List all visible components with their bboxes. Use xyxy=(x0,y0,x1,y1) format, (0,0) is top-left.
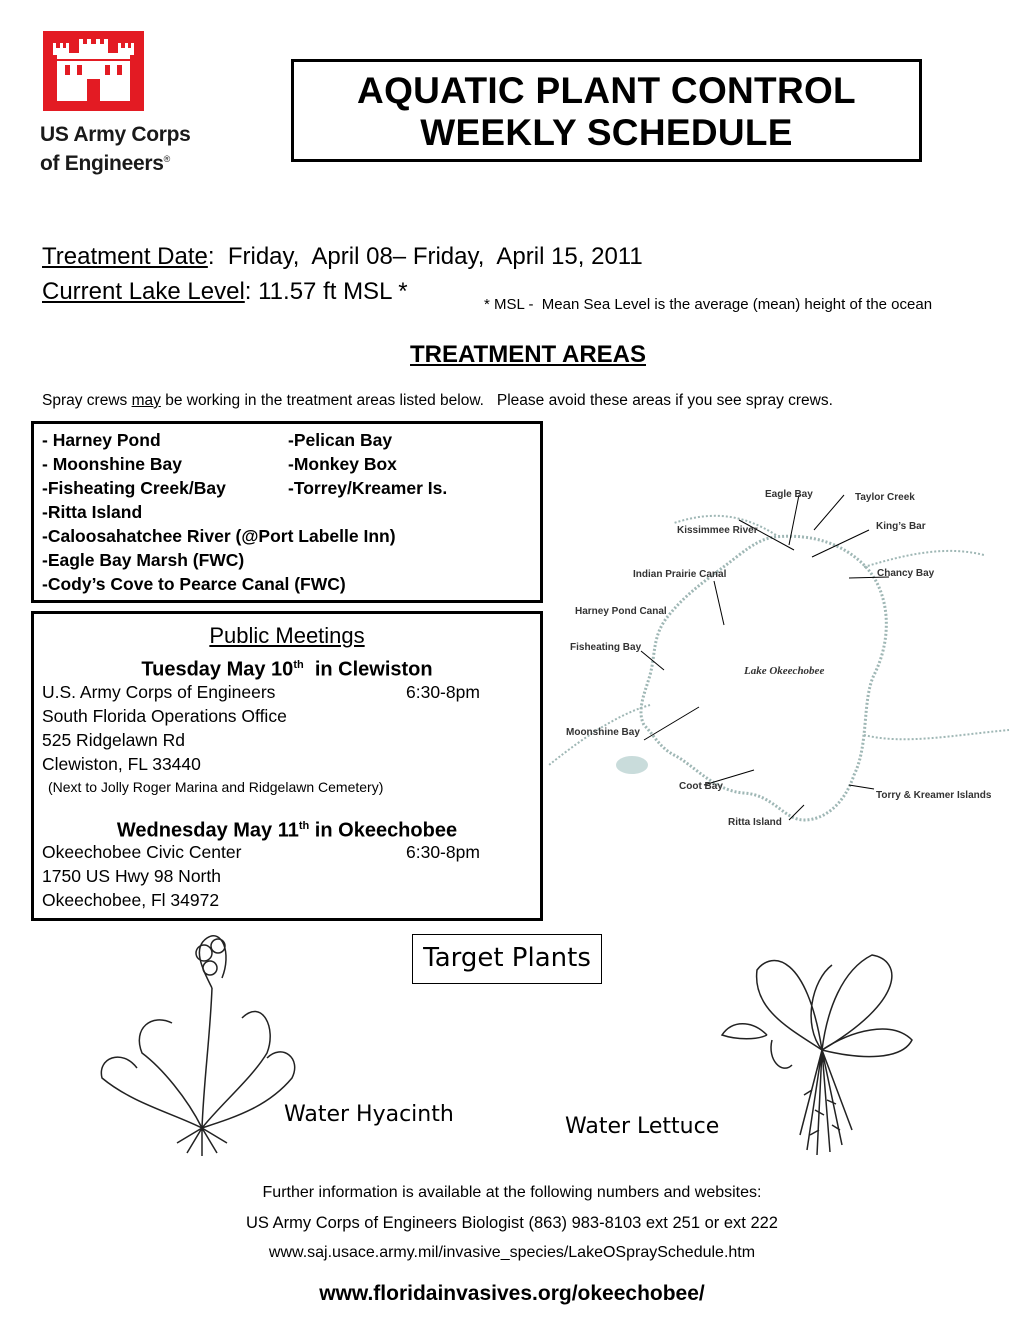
map-label-kissimmee-river: Kissimmee River xyxy=(677,525,758,536)
meeting-1-sup: th xyxy=(293,659,304,671)
spray-note-pre: Spray crews xyxy=(42,392,132,409)
area-item: -Ritta Island xyxy=(42,502,143,522)
spray-note xyxy=(42,392,833,410)
meeting-1-time: 6:30-8pm xyxy=(406,682,480,702)
map-label-fisheating-bay: Fisheating Bay xyxy=(570,642,642,653)
meeting-2-time: 6:30-8pm xyxy=(406,842,480,862)
area-item: -Monkey Box xyxy=(288,454,397,474)
meeting-2-street: 1750 US Hwy 98 North xyxy=(42,866,221,886)
usace-wordmark xyxy=(40,122,191,176)
spray-note-may: may xyxy=(131,392,161,409)
area-item: -Pelican Bay xyxy=(288,430,393,450)
meeting-1-title xyxy=(31,653,543,682)
target-plants-heading: Target Plants xyxy=(423,943,591,973)
spray-note-post: be working in the treatment areas listed below. Please avoid these areas if you see spray crews. xyxy=(160,392,833,409)
registered-mark: ® xyxy=(163,154,170,164)
map-label-indian-prairie-canal: Indian Prairie Canal xyxy=(633,569,727,580)
lake-okeechobee-map xyxy=(544,475,1014,845)
area-item: - Moonshine Bay xyxy=(42,454,183,474)
area-item: -Caloosahatchee River (@Port Labelle Inn) xyxy=(42,526,396,546)
meeting-1-city: Clewiston, FL 33440 xyxy=(42,754,201,774)
meeting-1-street: 525 Ridgelawn Rd xyxy=(42,730,186,750)
msl-note: * MSL - Mean Sea Level is the average (mean) height of the ocean xyxy=(484,296,933,313)
treatment-date-value: : Friday, April 08– Friday, April 15, 2011 xyxy=(207,243,643,270)
usace-castle-logo xyxy=(43,31,144,111)
meeting-2-sup: th xyxy=(298,820,310,832)
map-label-taylor-creek: Taylor Creek xyxy=(855,492,915,503)
castle-icon xyxy=(43,31,144,111)
map-label-eagle-bay: Eagle Bay xyxy=(765,489,813,500)
meeting-2-org: Okeechobee Civic Center xyxy=(42,842,242,862)
map-label-lake: Lake Okeechobee xyxy=(744,665,825,677)
meeting-1-org: U.S. Army Corps of Engineers xyxy=(42,682,276,702)
treatment-areas-heading: TREATMENT AREAS xyxy=(410,341,646,368)
map-label-coot-bay: Coot Bay xyxy=(679,781,723,792)
footer-floridainvasives-link[interactable]: www.floridainvasives.org/okeechobee/ xyxy=(319,1282,705,1305)
map-label-ritta-island: Ritta Island xyxy=(728,817,782,828)
footer-info: Further information is available at the following numbers and websites: xyxy=(262,1184,762,1201)
map-label-torry-kreamer: Torry & Kreamer Islands xyxy=(876,790,992,801)
treatment-date xyxy=(42,243,643,271)
meeting-2-city: Okeechobee, Fl 34972 xyxy=(42,890,220,910)
area-item: -Eagle Bay Marsh (FWC) xyxy=(42,550,245,570)
map-label-kings-bar: King’s Bar xyxy=(876,521,926,532)
water-lettuce-label: Water Lettuce xyxy=(565,1114,720,1139)
lettuce-icon xyxy=(712,940,922,1160)
lake-level-label: Current Lake Level xyxy=(42,278,245,305)
meeting-1-note: (Next to Jolly Roger Marina and Ridgelawn Cemetery) xyxy=(48,779,384,795)
meeting-1-place: in Clewiston xyxy=(303,658,433,681)
area-item: -Cody’s Cove to Pearce Canal (FWC) xyxy=(42,574,346,594)
title-line-1: AQUATIC PLANT CONTROL xyxy=(357,70,856,111)
lake-level xyxy=(42,278,408,306)
map-label-harney-pond-canal: Harney Pond Canal xyxy=(575,606,667,617)
page-title xyxy=(291,70,922,154)
logo-line-1: US Army Corps xyxy=(40,123,191,146)
meeting-2-place: in Okeechobee xyxy=(309,819,458,842)
public-meetings-heading: Public Meetings xyxy=(209,623,365,648)
water-hyacinth-label: Water Hyacinth xyxy=(284,1102,454,1127)
lake-level-value: : 11.57 ft MSL * xyxy=(244,278,408,305)
meeting-1-day: Tuesday May 10 xyxy=(141,658,294,681)
meeting-2-title xyxy=(31,814,543,843)
logo-line-2: of Engineers xyxy=(40,152,164,175)
map-label-moonshine-bay: Moonshine Bay xyxy=(566,727,640,738)
meeting-1-office: South Florida Operations Office xyxy=(42,706,287,726)
water-hyacinth-illustration xyxy=(92,928,312,1158)
area-item: -Torrey/Kreamer Is. xyxy=(288,478,448,498)
footer-usace-link[interactable]: www.saj.usace.army.mil/invasive_species/LakeOSpraySchedule.htm xyxy=(268,1244,756,1261)
hyacinth-icon xyxy=(92,928,312,1158)
map-label-chancy-bay: Chancy Bay xyxy=(877,568,935,579)
area-item: - Harney Pond xyxy=(42,430,161,450)
area-item: -Fisheating Creek/Bay xyxy=(42,478,226,498)
treatment-date-label: Treatment Date xyxy=(42,243,208,270)
title-line-2: WEEKLY SCHEDULE xyxy=(420,112,793,153)
footer-phone: US Army Corps of Engineers Biologist (863) 983-8103 ext 251 or ext 222 xyxy=(246,1214,778,1232)
water-lettuce-illustration xyxy=(712,940,922,1160)
meeting-2-day: Wednesday May 11 xyxy=(116,819,299,842)
